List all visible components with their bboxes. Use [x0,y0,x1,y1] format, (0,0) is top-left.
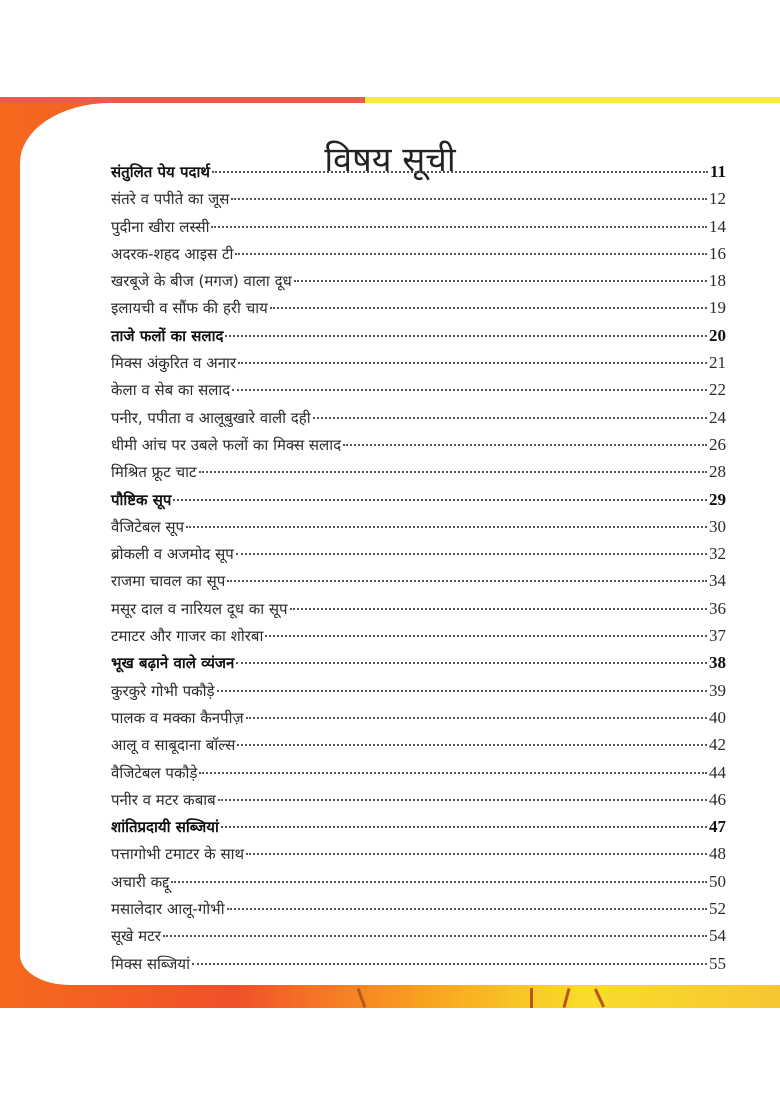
page-number: 19 [709,298,726,318]
toc-section-row [111,653,726,680]
dot-leader [227,580,707,582]
toc-entry-row [111,926,726,953]
toc-entry-row [111,708,726,735]
toc-entry-row [111,462,726,489]
dot-leader [238,362,707,364]
dot-leader [217,690,707,692]
dot-leader [236,553,707,555]
page-number: 18 [709,271,726,291]
page-title: विषय सूची [324,139,456,180]
entry-label: पौष्टिक सूप [111,490,172,509]
toc-section-row [111,490,726,517]
dot-leader [218,799,707,801]
page-number: 14 [709,216,726,236]
dot-leader [246,853,707,855]
entry-label: धीमी आंच पर उबले फलों का मिक्स सलाद [111,435,342,454]
toc-entry-row [111,599,726,626]
toc-entry-row [111,681,726,708]
page-number: 42 [709,735,726,755]
page-number: 46 [709,789,726,809]
entry-label: ताजे फलों का सलाद [111,326,224,345]
table-of-contents [111,162,726,981]
dot-leader [270,307,707,309]
page-number: 34 [709,571,726,591]
entry-label: टमाटर और गाजर का शोरबा [111,627,264,646]
page-number: 26 [709,434,726,454]
page-number: 20 [709,325,726,345]
dot-leader [290,608,707,610]
toc-entry-row [111,954,726,981]
entry-label: इलायची व सौंफ की हरी चाय [111,299,268,318]
page-number: 28 [709,462,726,482]
toc-entry-row [111,435,726,462]
dot-leader [171,881,707,883]
dot-leader [237,744,707,746]
page-number: 54 [709,926,726,946]
toc-entry-row [111,626,726,653]
toc-entry-row [111,298,726,325]
entry-label: ब्रोकली व अजमोद सूप [111,545,234,564]
dot-leader [313,417,707,419]
dot-leader [199,772,707,774]
dot-leader [199,471,707,473]
dot-leader [265,635,707,637]
toc-entry-row [111,899,726,926]
decorative-stroke [530,988,533,1008]
entry-label: शांतिप्रदायी सब्जियां [111,818,219,837]
toc-entry-row [111,517,726,544]
entry-label: खरबूजे के बीज (मगज) वाला दूध [111,272,292,291]
toc-entry-row [111,380,726,407]
toc-entry-row [111,408,726,435]
dot-leader [163,935,707,937]
page-number: 29 [709,489,726,509]
page-number: 16 [709,243,726,263]
dot-leader [225,335,707,337]
page-number: 40 [709,707,726,727]
toc-entry-row [111,544,726,571]
toc-entry-row [111,844,726,871]
page-number: 11 [709,162,726,181]
page-number: 12 [709,189,726,209]
entry-label: वैजिटेबल पकौड़े [111,763,198,782]
dot-leader [232,389,707,391]
entry-label: संतरे व पपीते का जूस [111,190,230,209]
entry-label: मिश्रित फ्रूट चाट [111,463,197,482]
page-number: 50 [709,871,726,891]
page-number: 37 [709,626,726,646]
toc-section-row [111,162,726,189]
page-number: 36 [709,598,726,618]
entry-label: मसालेदार आलू-गोभी [111,900,225,919]
page-number: 38 [709,653,726,673]
entry-label: अचारी कद्दू [111,872,170,891]
toc-entry-row [111,271,726,298]
entry-label: राजमा चावल का सूप [111,572,226,591]
page-number: 47 [709,817,726,837]
page-number: 55 [709,953,726,973]
toc-entry-row [111,571,726,598]
page-number: 39 [709,680,726,700]
toc-entry-row [111,790,726,817]
toc-entry-row [111,735,726,762]
entry-label: पनीर, पपीता व आलूबुखारे वाली दही [111,408,311,427]
dot-leader [212,171,708,173]
page-number: 24 [709,407,726,427]
page-number: 44 [709,762,726,782]
entry-label: मिक्स सब्जियां [111,954,190,973]
entry-label: अदरक-शहद आइस टी [111,244,234,263]
entry-label: भूख बढ़ाने वाले व्यंजन [111,654,235,673]
entry-label: पालक व मक्का कैनपीज़ [111,708,244,727]
toc-section-row [111,326,726,353]
dot-leader [221,826,707,828]
dot-leader [235,253,707,255]
dot-leader [236,662,707,664]
page-number: 30 [709,516,726,536]
toc-entry-row [111,353,726,380]
toc-entry-row [111,872,726,899]
dot-leader [211,226,707,228]
toc-entry-row [111,763,726,790]
entry-label: केला व सेब का सलाद [111,381,231,400]
entry-label: मिक्स अंकुरित व अनार [111,354,237,373]
entry-label: संतुलित पेय पदार्थ [111,163,210,181]
dot-leader [227,908,707,910]
dot-leader [192,963,707,965]
page-number: 21 [709,353,726,373]
dot-leader [186,526,707,528]
page-number: 22 [709,380,726,400]
dot-leader [246,717,707,719]
entry-label: मसूर दाल व नारियल दूध का सूप [111,599,288,618]
entry-label: पुदीना खीरा लस्सी [111,217,210,236]
dot-leader [173,499,707,501]
toc-section-row [111,817,726,844]
dot-leader [231,198,707,200]
page-number: 52 [709,899,726,919]
entry-label: पनीर व मटर कबाब [111,790,216,809]
toc-entry-row [111,189,726,216]
entry-label: कुरकुरे गोभी पकौड़े [111,681,215,700]
dot-leader [343,444,707,446]
entry-label: आलू व साबूदाना बॉल्स [111,736,236,755]
toc-entry-row [111,217,726,244]
page-number: 32 [709,544,726,564]
entry-label: सूखे मटर [111,927,161,946]
page-number: 48 [709,844,726,864]
dot-leader [294,280,707,282]
entry-label: पत्तागोभी टमाटर के साथ [111,845,245,864]
toc-entry-row [111,244,726,271]
entry-label: वैजिटेबल सूप [111,517,185,536]
